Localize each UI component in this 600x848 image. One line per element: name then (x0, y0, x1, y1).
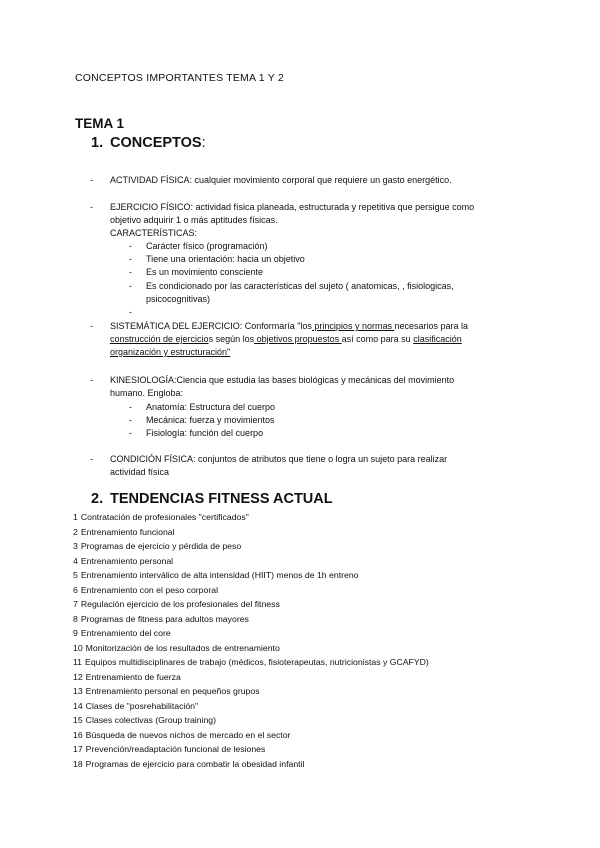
list-item: 11 Equipos multidisciplinares de trabajo (médicos, fisioterapeutas, nutricionistas y GCAFYD) (73, 657, 429, 667)
section-number: 1. (91, 135, 104, 151)
list-item: 10 Monitorización de los resultados de entrenamiento (73, 642, 280, 653)
concept-text: CONDICIÓN FÍSICA: conjuntos de atributos que tiene o logra un sujeto para realizar actividad física (110, 454, 448, 477)
list-item: 6 Entrenamiento con el peso corporal (73, 584, 218, 595)
list-item: 8 Programas de fitness para adultos mayores (73, 613, 249, 624)
list-item: 13 Entrenamiento personal en pequeños grupos (73, 686, 260, 696)
document-page: CONCEPTOS IMPORTANTES TEMA 1 Y 2 TEMA 1 1. CONCEPTOS: - ACTIVIDAD FÍSICA: cualquier movimiento corporal que requiere un gasto energético. - EJERCICIO FÍSICO: actividad física planeada, estructurada y repetitiva que persigue como objetivo adquirir 1 o más aptitudes físicas. CARACTERÍSTICAS: - Carácter físico (programación) - Tiene una orientación: hacia un objetivo - Es un movimiento consciente - Es condicionado por las características del sujeto ( anatomicas, , fisiologicas, psicocognitivas) - - SISTEMÁTICA DEL EJERCICIO: Conformaría "los principios y normas necesarios para la construcción de ejercicios según los objetivos propuestos así como para su clasificación organización y estructuración" - KINESIOLOGÍA:Ciencia que estudia las bases biológicas y mecánicas del movimiento humano. Engloba: - Anatomía: Estructura del cuerpo - Mecánica: fuerza y movimientos - Fisiología: función del cuerpo - CONDICIÓN FÍSICA: conjuntos de atributos que tiene o logra un sujeto para realizar actividad física 2. TENDENCIAS FITNESS ACTUAL 1 Contratación de profesionales "certificados" 2 Entrenamiento funcional 3 Programas de ejercicio y pérdida de peso 4 Entrenamiento personal 5 Entrenamiento interválico de alta intensidad (HIIT) menos de 1h entreno 6 Entrenamiento con el peso corporal 7 Regulación ejercicio de los profesionales del fitness 8 Programas de fitness para adultos mayores 9 Entrenamiento del core 10 Monitorización de los resultados de entrenamiento 11 Equipos multidisciplinares de trabajo (médicos, fisioterapeutas, nutricionistas y GCAFYD) 12 Entrenamiento de fuerza 13 Entrenamiento personal en pequeños grupos 14 Clases de "posrehabilitación" 15 Clases colectivas (Group training) 16 Búsqueda de nuevos nichos de mercado en el sector 17 Prevención/readaptación funcional de lesiones 18 Programas de ejercicio para combatir la obesidad infantil (0, 0, 600, 848)
list-item: 16 Búsqueda de nuevos nichos de mercado en el sector (73, 729, 291, 740)
list-item: 2 Entrenamiento funcional (73, 526, 175, 537)
list-item: 12 Entrenamiento de fuerza (73, 671, 181, 682)
section-title: CONCEPTOS (110, 135, 202, 151)
concept-text: EJERCICIO FÍSICO: actividad física planeada, estructurada y repetitiva que persigue como objetivo adquirir 1 o más aptitudes físicas. CARACTERÍSTICAS: (110, 202, 475, 238)
section-heading-conceptos (91, 135, 206, 151)
list-item: 15 Clases colectivas (Group training) (73, 715, 217, 725)
concept-text: SISTEMÁTICA DEL EJERCICIO: Conformaría "los principios y normas necesarios para la construcción de ejercicios según los objetivos propuestos así como para su clasificación organización y estructuración" (110, 321, 468, 357)
section-title-suffix: : (201, 135, 206, 151)
list-item: 18 Programas de ejercicio para combatir la obesidad infantil (73, 758, 305, 769)
list-item: 5 Entrenamiento interválico de alta intensidad (HIIT) menos de 1h entreno (73, 570, 359, 580)
list-item: 14 Clases de "posrehabilitación" (73, 700, 199, 711)
tema-heading: TEMA 1 (75, 116, 125, 131)
caracteristicas-label: CARACTERÍSTICAS: (110, 228, 198, 238)
concept-text: KINESIOLOGÍA:Ciencia que estudia las bases biológicas y mecánicas del movimiento humano. Engloba: (110, 375, 455, 398)
list-item: 4 Entrenamiento personal (73, 555, 174, 566)
section-title: TENDENCIAS FITNESS ACTUAL (110, 491, 333, 507)
section-heading-tendencias (91, 491, 333, 507)
document-title: CONCEPTOS IMPORTANTES TEMA 1 Y 2 (75, 72, 284, 84)
list-item: 7 Regulación ejercicio de los profesionales del fitness (73, 599, 280, 609)
section-number: 2. (91, 491, 104, 507)
list-item: 3 Programas de ejercicio y pérdida de peso (73, 541, 242, 551)
list-item: 17 Prevención/readaptación funcional de lesiones (73, 744, 266, 754)
list-item: 9 Entrenamiento del core (73, 628, 171, 638)
list-item: 1 Contratación de profesionales "certificados" (73, 512, 249, 522)
concept-text: ACTIVIDAD FÍSICA: cualquier movimiento corporal que requiere un gasto energético. (110, 175, 452, 185)
